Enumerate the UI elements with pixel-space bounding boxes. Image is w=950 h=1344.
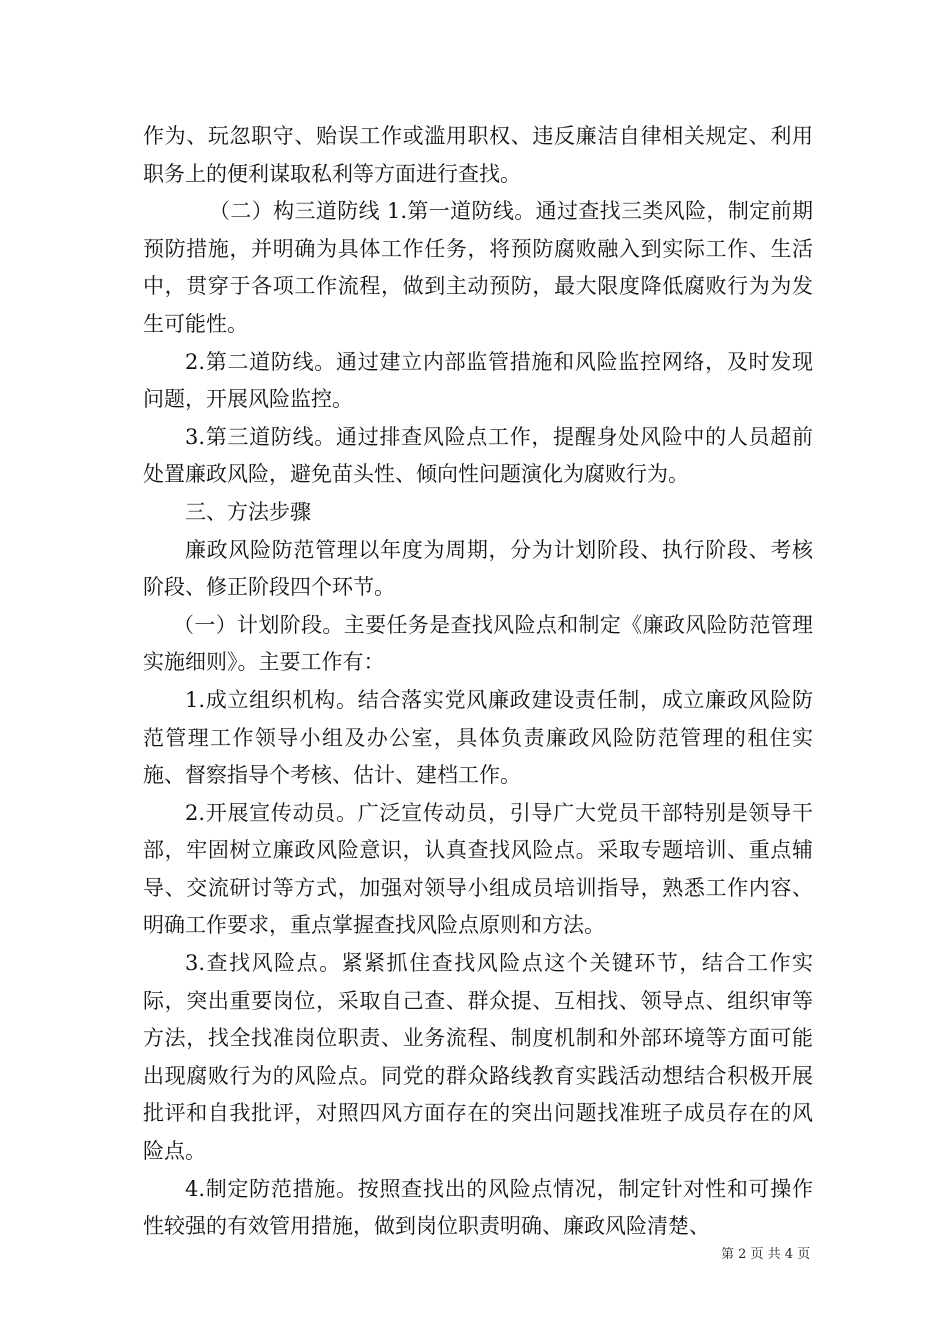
paragraph-6: 廉政风险防范管理以年度为周期，分为计划阶段、执行阶段、考核阶段、修正阶段四个环节。	[143, 537, 813, 600]
paragraph-11: 4.制定防范措施。按照查找出的风险点情况，制定针对性和可操作性较强的有效管用措施，做到岗位职责明确、廉政风险清楚、	[143, 1176, 813, 1239]
document-body	[143, 118, 813, 1246]
paragraph-7: （一）计划阶段。主要任务是查找风险点和制定《廉政风险防范管理实施细则》。主要工作有：	[143, 612, 813, 675]
paragraph-4: 3.第三道防线。通过排查风险点工作，提醒身处风险中的人员超前处置廉政风险，避免苗头性、倾向性问题演化为腐败行为。	[143, 424, 813, 487]
page-number-footer: 第 2 页 共 4 页	[721, 1247, 811, 1262]
paragraph-9: 2.开展宣传动员。广泛宣传动员，引导广大党员干部特别是领导干部，牢固树立廉政风险意识，认真查找风险点。采取专题培训、重点辅导、交流研讨等方式，加强对领导小组成员培训指导，熟悉工作内容、明确工作要求，重点掌握查找风险点原则和方法。	[143, 800, 813, 938]
paragraph-2: （二）构三道防线 1.第一道防线。通过查找三类风险，制定前期预防措施，并明确为具体工作任务，将预防腐败融入到实际工作、生活中，贯穿于各项工作流程，做到主动预防，最大限度降低腐败行为为发生可能性。	[143, 199, 813, 336]
paragraph-3: 2.第二道防线。通过建立内部监管措施和风险监控网络，及时发现问题，开展风险监控。	[143, 349, 813, 412]
paragraph-10: 3.查找风险点。紧紧抓住查找风险点这个关键环节，结合工作实际，突出重要岗位，采取自己查、群众提、互相找、领导点、组织审等方法，找全找准岗位职责、业务流程、制度机制和外部环境等方面可能出现腐败行为的风险点。同党的群众路线教育实践活动想结合积极开展批评和自我批评，对照四风方面存在的突出问题找准班子成员存在的风险点。	[143, 951, 813, 1164]
paragraph-8: 1.成立组织机构。结合落实党风廉政建设责任制，成立廉政风险防范管理工作领导小组及办公室，具体负责廉政风险防范管理的租住实施、督察指导个考核、估计、建档工作。	[143, 687, 813, 788]
section-heading: 三、方法步骤	[185, 499, 311, 524]
paragraph-1: 作为、玩忽职守、贻误工作或滥用职权、违反廉洁自律相关规定、利用职务上的便利谋取私利等方面进行查找。	[143, 124, 813, 186]
